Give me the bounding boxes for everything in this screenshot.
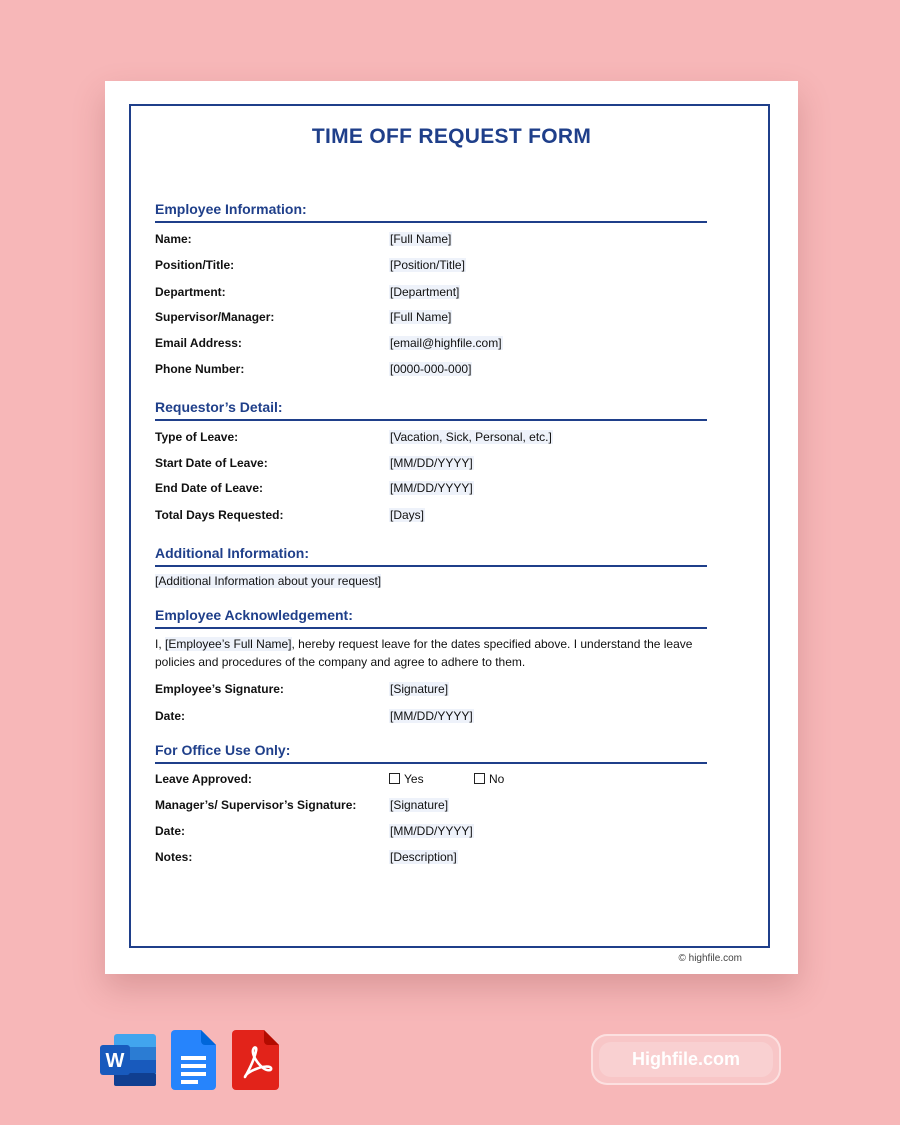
form-row [155,362,707,380]
option-label-yes: Yes [404,772,424,786]
section-heading-requestor-detail: Requestor’s Detail: [155,399,707,421]
copyright-footer: © highfile.com [678,953,742,964]
ack-text-body: , hereby request leave for the dates specified above. I understand the leave policies and procedures of the company and agree to adhere to them. [155,637,693,669]
form-row [155,850,707,868]
section-heading-employee-information: Employee Information: [155,201,707,223]
manager-signature-field[interactable]: [Signature] [390,798,449,812]
field-label: Email Address: [155,336,242,350]
form-row [155,682,707,700]
ack-text-prefix: I, [155,637,166,651]
approved-no-option[interactable] [474,772,504,786]
pdf-icon[interactable] [232,1030,280,1095]
department-field[interactable]: [Department] [390,285,460,299]
field-label: Leave Approved: [155,772,252,786]
name-field[interactable]: [Full Name] [390,232,452,246]
approved-yes-option[interactable] [389,772,424,786]
leave-type-field[interactable]: [Vacation, Sick, Personal, etc.] [390,430,552,444]
google-docs-icon[interactable] [171,1030,217,1095]
form-row [155,430,707,448]
form-row [155,232,707,250]
form-row [155,336,707,354]
document-page [105,81,798,974]
checkbox-icon[interactable] [389,773,400,784]
field-label: Name: [155,232,192,246]
form-row [155,310,707,328]
employee-date-field[interactable]: [MM/DD/YYYY] [390,709,473,723]
start-date-field[interactable]: [MM/DD/YYYY] [390,456,473,470]
field-label: Type of Leave: [155,430,239,444]
acknowledgement-paragraph [155,635,707,671]
field-label: Position/Title: [155,258,235,272]
form-row [155,258,707,276]
phone-field[interactable]: [0000-000-000] [390,362,472,376]
employee-full-name-field[interactable]: [Employee’s Full Name] [165,637,292,651]
section-heading-office-use: For Office Use Only: [155,742,707,764]
field-label: Phone Number: [155,362,245,376]
form-row [155,824,707,842]
email-field[interactable]: [email@highfile.com] [390,336,502,350]
option-label-no: No [489,772,505,786]
form-row [155,285,707,303]
section-heading-acknowledgement: Employee Acknowledgement: [155,607,707,629]
form-row [155,798,707,816]
employee-signature-field[interactable]: [Signature] [390,682,449,696]
notes-field[interactable]: [Description] [390,850,457,864]
word-letter: W [105,1050,125,1072]
field-label: Total Days Requested: [155,508,284,522]
word-icon[interactable] [100,1030,158,1095]
leave-approved-row [155,772,707,790]
form-title: TIME OFF REQUEST FORM [311,125,592,148]
field-label: Department: [155,285,226,299]
checkbox-icon[interactable] [474,773,485,784]
form-row [155,456,707,474]
page-border [129,104,770,948]
field-label: Date: [155,824,186,838]
field-label: Supervisor/Manager: [155,310,275,324]
additional-info-field[interactable]: [Additional Information about your request] [155,574,382,588]
field-label: Employee’s Signature: [155,682,284,696]
form-row [155,709,707,727]
field-label: Notes: [155,850,193,864]
form-row [155,481,707,499]
section-heading-additional-information: Additional Information: [155,545,707,567]
field-label: End Date of Leave: [155,481,264,495]
highfile-badge[interactable] [591,1034,781,1085]
additional-info-paragraph [155,572,707,590]
total-days-field[interactable]: [Days] [390,508,425,522]
field-label: Start Date of Leave: [155,456,268,470]
field-label: Manager’s/ Supervisor’s Signature: [155,798,357,812]
office-date-field[interactable]: [MM/DD/YYYY] [390,824,473,838]
badge-text: Highfile.com [599,1042,773,1077]
field-label: Date: [155,709,186,723]
supervisor-field[interactable]: [Full Name] [390,310,452,324]
position-field[interactable]: [Position/Title] [390,258,465,272]
end-date-field[interactable]: [MM/DD/YYYY] [390,481,473,495]
form-row [155,508,707,526]
